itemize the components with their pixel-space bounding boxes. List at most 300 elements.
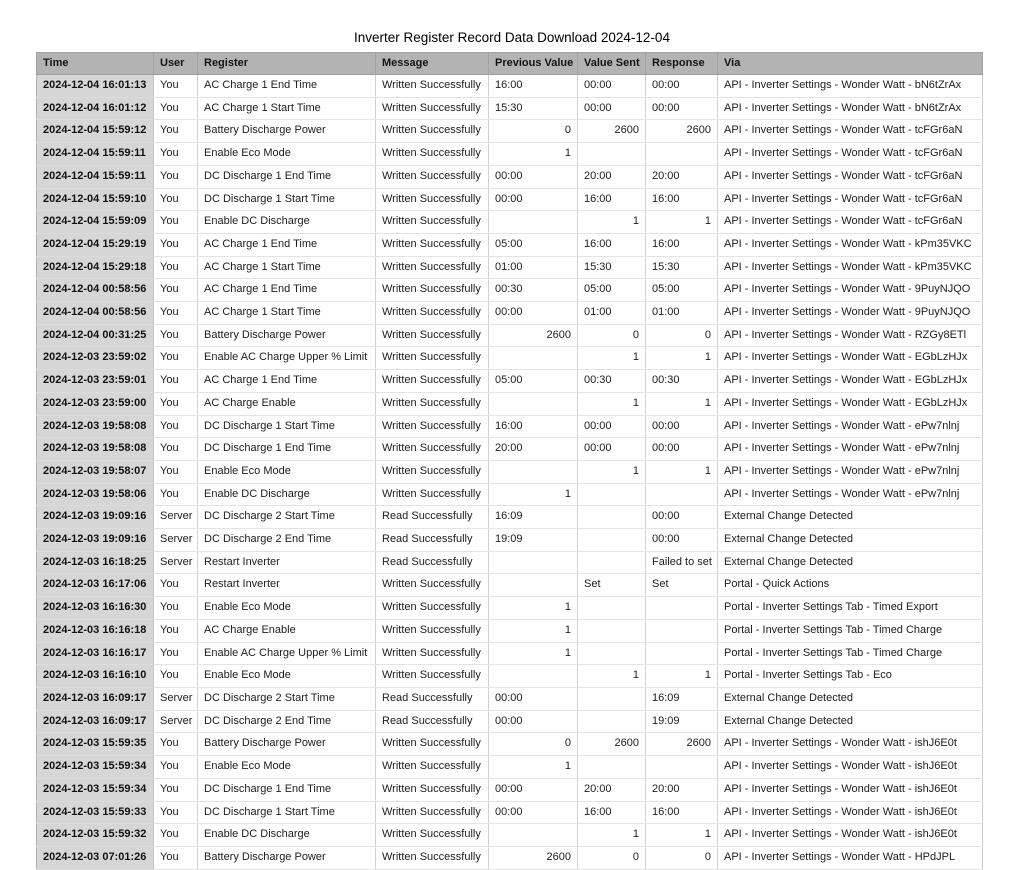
cell-previous-value: 0 [489,120,578,143]
cell-via: API - Inverter Settings - Wonder Watt - EGbLzHJx [718,392,983,415]
cell-message: Written Successfully [376,324,489,347]
cell-user: You [154,778,198,801]
cell-value-sent [578,551,646,574]
cell-via: API - Inverter Settings - Wonder Watt - tcFGr6aN [718,165,983,188]
cell-message: Written Successfully [376,120,489,143]
cell-user: You [154,597,198,620]
cell-user: Server [154,551,198,574]
cell-message: Written Successfully [376,165,489,188]
cell-response: 2600 [646,120,718,143]
cell-via: API - Inverter Settings - Wonder Watt - ishJ6E0t [718,801,983,824]
cell-via: API - Inverter Settings - Wonder Watt - EGbLzHJx [718,370,983,393]
cell-via: API - Inverter Settings - Wonder Watt - ePw7nlnj [718,438,983,461]
cell-user: You [154,824,198,847]
cell-previous-value: 05:00 [489,233,578,256]
cell-value-sent [578,710,646,733]
table-row [37,665,983,688]
cell-value-sent [578,529,646,552]
cell-response: 20:00 [646,165,718,188]
cell-time: 2024-12-03 16:16:18 [37,619,154,642]
cell-value-sent: 00:00 [578,75,646,98]
cell-previous-value: 00:00 [489,778,578,801]
cell-user: You [154,188,198,211]
cell-time: 2024-12-04 15:59:12 [37,120,154,143]
cell-value-sent: 2600 [578,733,646,756]
cell-response: 19:09 [646,710,718,733]
cell-message: Written Successfully [376,188,489,211]
cell-response: 00:00 [646,529,718,552]
cell-register: AC Charge 1 End Time [198,279,376,302]
cell-value-sent: 00:00 [578,415,646,438]
cell-register: Enable AC Charge Upper % Limit [198,642,376,665]
cell-via: API - Inverter Settings - Wonder Watt - ePw7nlnj [718,415,983,438]
cell-user: You [154,75,198,98]
cell-user: Server [154,687,198,710]
cell-register: Enable DC Discharge [198,483,376,506]
cell-previous-value: 1 [489,597,578,620]
cell-previous-value: 1 [489,619,578,642]
cell-via: API - Inverter Settings - Wonder Watt - ePw7nlnj [718,460,983,483]
cell-user: You [154,370,198,393]
cell-register: Battery Discharge Power [198,846,376,869]
cell-register: DC Discharge 2 End Time [198,710,376,733]
cell-response: 1 [646,824,718,847]
cell-via: API - Inverter Settings - Wonder Watt - EGbLzHJx [718,347,983,370]
cell-time: 2024-12-03 15:59:32 [37,824,154,847]
cell-message: Written Successfully [376,302,489,325]
cell-response: 00:00 [646,415,718,438]
cell-previous-value: 00:30 [489,279,578,302]
cell-message: Written Successfully [376,846,489,869]
cell-time: 2024-12-03 15:59:34 [37,756,154,779]
cell-response: 1 [646,665,718,688]
cell-response: 2600 [646,733,718,756]
cell-time: 2024-12-03 23:59:01 [37,370,154,393]
table-row [37,460,983,483]
cell-register: Restart Inverter [198,551,376,574]
table-header-row [37,53,983,75]
cell-response [646,597,718,620]
cell-time: 2024-12-04 16:01:12 [37,97,154,120]
header-cell-register: Register [198,53,376,75]
cell-value-sent: 1 [578,392,646,415]
cell-via: Portal - Inverter Settings Tab - Eco [718,665,983,688]
cell-value-sent [578,143,646,166]
cell-message: Read Successfully [376,529,489,552]
cell-time: 2024-12-04 15:59:11 [37,143,154,166]
cell-response: 1 [646,347,718,370]
cell-response: 1 [646,460,718,483]
table-row [37,801,983,824]
table-row [37,256,983,279]
cell-message: Written Successfully [376,392,489,415]
cell-user: You [154,642,198,665]
cell-via: Portal - Inverter Settings Tab - Timed Charge [718,642,983,665]
cell-message: Written Successfully [376,279,489,302]
cell-register: DC Discharge 1 End Time [198,165,376,188]
cell-via: API - Inverter Settings - Wonder Watt - tcFGr6aN [718,143,983,166]
cell-value-sent: 00:00 [578,97,646,120]
cell-user: You [154,347,198,370]
cell-message: Written Successfully [376,415,489,438]
cell-previous-value: 19:09 [489,529,578,552]
cell-time: 2024-12-03 16:18:25 [37,551,154,574]
cell-time: 2024-12-03 23:59:00 [37,392,154,415]
cell-user: You [154,733,198,756]
table-row [37,687,983,710]
table-row [37,846,983,869]
cell-message: Read Successfully [376,710,489,733]
cell-via: External Change Detected [718,687,983,710]
cell-time: 2024-12-03 16:09:17 [37,710,154,733]
cell-response: 00:00 [646,75,718,98]
cell-user: You [154,302,198,325]
cell-response: 16:09 [646,687,718,710]
cell-previous-value: 15:30 [489,97,578,120]
cell-user: You [154,165,198,188]
cell-via: API - Inverter Settings - Wonder Watt - 9PuyNJQO [718,302,983,325]
cell-time: 2024-12-03 19:09:16 [37,506,154,529]
cell-register: DC Discharge 1 End Time [198,778,376,801]
cell-via: API - Inverter Settings - Wonder Watt - ishJ6E0t [718,824,983,847]
cell-via: API - Inverter Settings - Wonder Watt - bN6tZrAx [718,75,983,98]
cell-value-sent: 20:00 [578,778,646,801]
table-row [37,756,983,779]
cell-register: DC Discharge 1 Start Time [198,801,376,824]
cell-value-sent: 0 [578,324,646,347]
cell-user: You [154,279,198,302]
cell-via: API - Inverter Settings - Wonder Watt - HPdJPL [718,846,983,869]
cell-user: You [154,211,198,234]
cell-response: 16:00 [646,233,718,256]
cell-response: 01:00 [646,302,718,325]
cell-response [646,143,718,166]
cell-register: AC Charge 1 Start Time [198,256,376,279]
cell-via: API - Inverter Settings - Wonder Watt - tcFGr6aN [718,211,983,234]
cell-register: DC Discharge 1 Start Time [198,188,376,211]
cell-value-sent: 1 [578,211,646,234]
cell-value-sent: 20:00 [578,165,646,188]
cell-user: You [154,392,198,415]
cell-value-sent [578,483,646,506]
cell-register: DC Discharge 1 End Time [198,438,376,461]
header-cell-response: Response [646,53,718,75]
table-row [37,165,983,188]
cell-user: You [154,619,198,642]
cell-time: 2024-12-03 16:16:30 [37,597,154,620]
cell-previous-value: 00:00 [489,302,578,325]
cell-time: 2024-12-03 19:09:16 [37,529,154,552]
cell-previous-value: 16:00 [489,415,578,438]
cell-user: Server [154,506,198,529]
cell-user: You [154,120,198,143]
cell-register: AC Charge Enable [198,619,376,642]
cell-register: Enable Eco Mode [198,756,376,779]
cell-previous-value: 2600 [489,324,578,347]
table-row [37,415,983,438]
cell-time: 2024-12-04 16:01:13 [37,75,154,98]
table-row [37,347,983,370]
table-row [37,574,983,597]
cell-register: AC Charge 1 End Time [198,233,376,256]
cell-time: 2024-12-03 16:16:17 [37,642,154,665]
cell-via: API - Inverter Settings - Wonder Watt - RZGy8ETl [718,324,983,347]
table-row [37,710,983,733]
cell-user: You [154,97,198,120]
cell-user: Server [154,529,198,552]
cell-time: 2024-12-03 07:01:26 [37,846,154,869]
cell-user: You [154,233,198,256]
cell-user: You [154,846,198,869]
cell-user: You [154,665,198,688]
cell-response: 00:30 [646,370,718,393]
cell-register: Enable Eco Mode [198,460,376,483]
cell-via: API - Inverter Settings - Wonder Watt - ishJ6E0t [718,778,983,801]
cell-value-sent [578,756,646,779]
cell-user: You [154,801,198,824]
cell-previous-value: 1 [489,483,578,506]
table-row [37,506,983,529]
cell-user: You [154,574,198,597]
cell-value-sent [578,506,646,529]
header-cell-previous-value: Previous Value [489,53,578,75]
cell-via: External Change Detected [718,529,983,552]
cell-message: Written Successfully [376,824,489,847]
cell-message: Read Successfully [376,551,489,574]
cell-time: 2024-12-03 23:59:02 [37,347,154,370]
header-cell-time: Time [37,53,154,75]
record-table [36,52,983,870]
table-row [37,733,983,756]
cell-via: External Change Detected [718,506,983,529]
cell-register: DC Discharge 1 Start Time [198,415,376,438]
cell-response: 16:00 [646,801,718,824]
cell-value-sent: 05:00 [578,279,646,302]
cell-message: Written Successfully [376,438,489,461]
cell-user: You [154,324,198,347]
cell-response: 1 [646,211,718,234]
table-row [37,324,983,347]
cell-response [646,619,718,642]
cell-previous-value: 00:00 [489,710,578,733]
header-cell-value-sent: Value Sent [578,53,646,75]
cell-response: 20:00 [646,778,718,801]
cell-time: 2024-12-03 16:09:17 [37,687,154,710]
table-row [37,642,983,665]
cell-time: 2024-12-04 15:59:09 [37,211,154,234]
cell-register: AC Charge 1 Start Time [198,302,376,325]
table-row [37,529,983,552]
cell-previous-value: 1 [489,143,578,166]
table-row [37,370,983,393]
cell-previous-value: 05:00 [489,370,578,393]
cell-user: You [154,483,198,506]
header-cell-message: Message [376,53,489,75]
cell-via: API - Inverter Settings - Wonder Watt - kPm35VKC [718,256,983,279]
cell-response: 16:00 [646,188,718,211]
cell-via: API - Inverter Settings - Wonder Watt - 9PuyNJQO [718,279,983,302]
cell-register: DC Discharge 2 End Time [198,529,376,552]
cell-message: Written Successfully [376,143,489,166]
cell-value-sent: 01:00 [578,302,646,325]
cell-register: Battery Discharge Power [198,324,376,347]
cell-value-sent: Set [578,574,646,597]
table-row [37,483,983,506]
cell-message: Written Successfully [376,574,489,597]
cell-register: DC Discharge 2 Start Time [198,506,376,529]
cell-response: 00:00 [646,438,718,461]
cell-value-sent: 00:00 [578,438,646,461]
cell-value-sent [578,597,646,620]
cell-via: API - Inverter Settings - Wonder Watt - ePw7nlnj [718,483,983,506]
cell-previous-value: 00:00 [489,801,578,824]
cell-value-sent [578,619,646,642]
cell-register: AC Charge 1 End Time [198,370,376,393]
header-cell-user: User [154,53,198,75]
cell-previous-value: 1 [489,642,578,665]
cell-via: External Change Detected [718,551,983,574]
cell-time: 2024-12-04 00:58:56 [37,302,154,325]
cell-value-sent: 00:30 [578,370,646,393]
cell-message: Written Successfully [376,801,489,824]
cell-response: Set [646,574,718,597]
cell-message: Written Successfully [376,233,489,256]
cell-previous-value [489,665,578,688]
cell-register: Restart Inverter [198,574,376,597]
table-row [37,120,983,143]
cell-message: Written Successfully [376,256,489,279]
cell-value-sent: 16:00 [578,188,646,211]
cell-message: Read Successfully [376,687,489,710]
cell-time: 2024-12-03 19:58:07 [37,460,154,483]
cell-value-sent: 16:00 [578,801,646,824]
cell-time: 2024-12-03 15:59:35 [37,733,154,756]
cell-register: AC Charge 1 Start Time [198,97,376,120]
cell-previous-value: 2600 [489,846,578,869]
cell-time: 2024-12-04 00:31:25 [37,324,154,347]
table-row [37,279,983,302]
cell-response: 15:30 [646,256,718,279]
table-row [37,143,983,166]
cell-value-sent: 16:00 [578,233,646,256]
cell-time: 2024-12-03 16:17:06 [37,574,154,597]
cell-via: Portal - Inverter Settings Tab - Timed Export [718,597,983,620]
table-row [37,211,983,234]
cell-value-sent [578,687,646,710]
cell-value-sent: 1 [578,665,646,688]
cell-response [646,483,718,506]
cell-register: Enable Eco Mode [198,597,376,620]
cell-time: 2024-12-03 15:59:34 [37,778,154,801]
cell-value-sent [578,642,646,665]
cell-via: API - Inverter Settings - Wonder Watt - tcFGr6aN [718,120,983,143]
cell-response: Failed to set [646,551,718,574]
cell-time: 2024-12-03 15:59:33 [37,801,154,824]
cell-user: You [154,438,198,461]
cell-value-sent: 1 [578,824,646,847]
table-row [37,75,983,98]
cell-message: Written Successfully [376,642,489,665]
cell-value-sent: 2600 [578,120,646,143]
cell-message: Written Successfully [376,733,489,756]
cell-previous-value [489,460,578,483]
cell-message: Written Successfully [376,483,489,506]
cell-previous-value [489,211,578,234]
cell-user: You [154,756,198,779]
cell-response: 05:00 [646,279,718,302]
cell-previous-value [489,392,578,415]
cell-message: Written Successfully [376,97,489,120]
cell-time: 2024-12-04 15:59:11 [37,165,154,188]
cell-time: 2024-12-03 19:58:08 [37,415,154,438]
cell-message: Written Successfully [376,665,489,688]
cell-via: API - Inverter Settings - Wonder Watt - ishJ6E0t [718,733,983,756]
cell-user: You [154,415,198,438]
cell-previous-value [489,347,578,370]
table-row [37,97,983,120]
cell-previous-value [489,551,578,574]
cell-response: 1 [646,392,718,415]
cell-previous-value: 1 [489,756,578,779]
cell-message: Written Successfully [376,460,489,483]
cell-response: 00:00 [646,97,718,120]
table-row [37,824,983,847]
cell-register: Enable AC Charge Upper % Limit [198,347,376,370]
cell-message: Written Successfully [376,597,489,620]
table-row [37,551,983,574]
cell-message: Written Successfully [376,778,489,801]
cell-register: Enable Eco Mode [198,665,376,688]
cell-response: 0 [646,324,718,347]
cell-user: You [154,256,198,279]
page-title: Inverter Register Record Data Download 2024-12-04 [354,30,670,45]
cell-previous-value: 16:00 [489,75,578,98]
cell-previous-value [489,574,578,597]
cell-time: 2024-12-04 15:29:18 [37,256,154,279]
cell-register: Enable DC Discharge [198,824,376,847]
cell-time: 2024-12-03 16:16:10 [37,665,154,688]
cell-message: Written Successfully [376,619,489,642]
cell-register: Battery Discharge Power [198,120,376,143]
cell-response: 00:00 [646,506,718,529]
cell-previous-value: 00:00 [489,188,578,211]
table-row [37,302,983,325]
cell-previous-value [489,824,578,847]
table-row [37,392,983,415]
table-row [37,619,983,642]
cell-previous-value: 20:00 [489,438,578,461]
table-row [37,438,983,461]
cell-register: AC Charge 1 End Time [198,75,376,98]
cell-user: Server [154,710,198,733]
cell-register: DC Discharge 2 Start Time [198,687,376,710]
cell-time: 2024-12-03 19:58:06 [37,483,154,506]
cell-response [646,642,718,665]
cell-value-sent: 1 [578,460,646,483]
cell-value-sent: 0 [578,846,646,869]
cell-previous-value: 0 [489,733,578,756]
cell-via: Portal - Quick Actions [718,574,983,597]
cell-message: Written Successfully [376,75,489,98]
table-row [37,188,983,211]
header-cell-via: Via [718,53,983,75]
cell-previous-value: 00:00 [489,165,578,188]
cell-user: You [154,143,198,166]
cell-via: Portal - Inverter Settings Tab - Timed Charge [718,619,983,642]
cell-time: 2024-12-04 00:58:56 [37,279,154,302]
cell-via: API - Inverter Settings - Wonder Watt - kPm35VKC [718,233,983,256]
cell-previous-value: 00:00 [489,687,578,710]
